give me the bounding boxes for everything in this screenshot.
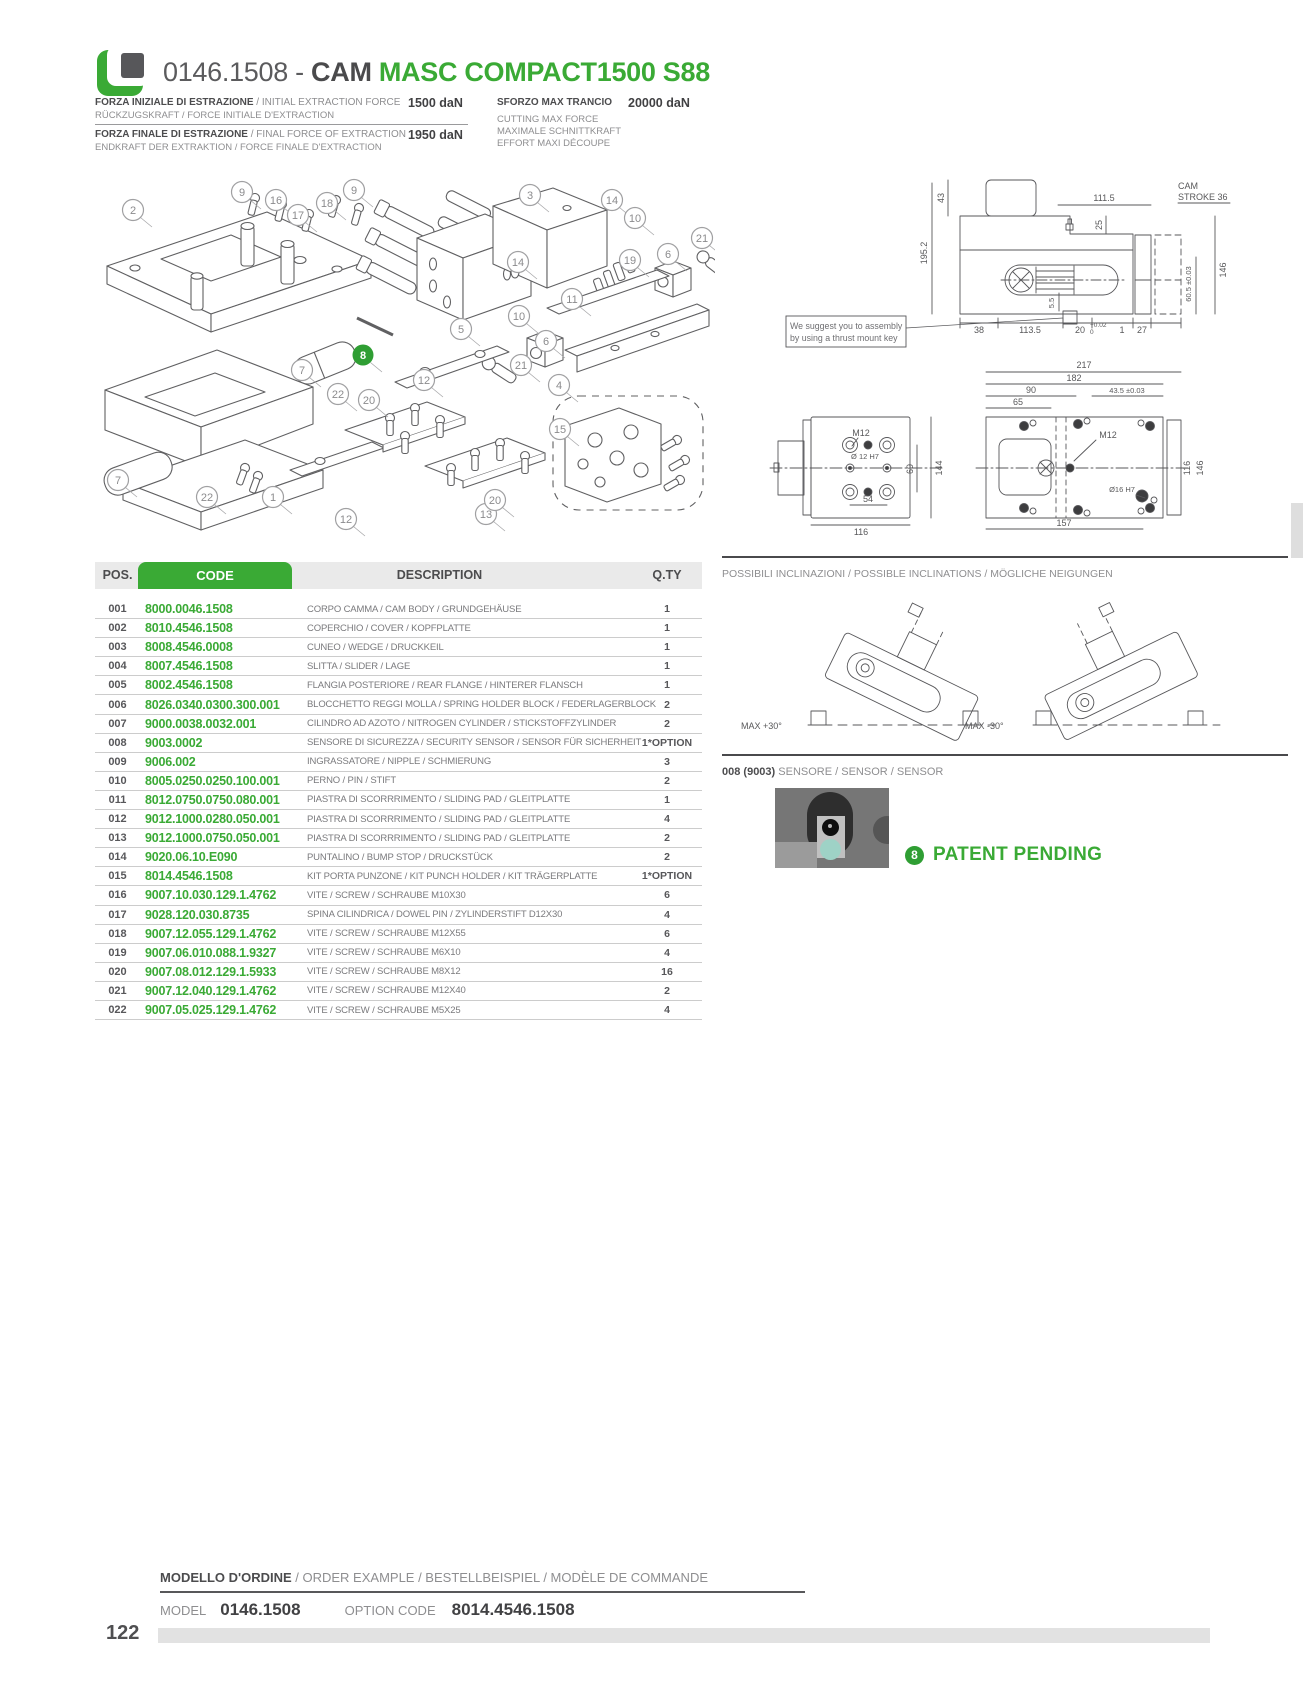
sensor-heading [722, 766, 943, 778]
table-row [95, 619, 702, 638]
callout-number: 11 [566, 293, 578, 306]
dim-217: 217 [1076, 360, 1092, 370]
exploded-parts-art [100, 188, 715, 530]
desc-cell: VITE / SCREW / SCHRAUBE M12X55 [307, 928, 466, 940]
callout-number: 19 [623, 254, 637, 267]
spec-divider [95, 124, 468, 125]
callout-number: 9 [238, 186, 246, 199]
pos-cell: 005 [108, 679, 127, 692]
inclinations-svg [733, 585, 1290, 750]
page-title [163, 57, 710, 88]
code-cell: 8026.0340.0300.300.001 [145, 697, 280, 712]
table-row [95, 715, 702, 734]
inclinations-diagrams [733, 585, 1290, 750]
side-view-drawing [932, 180, 1230, 328]
table-row [95, 638, 702, 657]
dim-cam-label: CAM [1178, 181, 1198, 191]
callout-number: 5 [457, 323, 465, 336]
dim-113-5: 113.5 [1019, 325, 1041, 335]
qty-cell: 6 [664, 889, 670, 902]
qty-cell: 1 [664, 793, 670, 806]
parts-table [95, 562, 702, 1022]
dim-157: 157 [1056, 518, 1072, 528]
callout-number: 10 [512, 310, 526, 323]
code-cell: 8002.4546.1508 [145, 678, 233, 693]
dim-144: 144 [934, 460, 944, 476]
spec-final-force-line1 [95, 129, 406, 140]
inclinations-divider [722, 556, 1288, 558]
table-row [95, 695, 702, 714]
spec-initial-force-rest: / INITIAL EXTRACTION FORCE [253, 97, 401, 108]
code-cell: 8012.0750.0750.080.001 [145, 792, 280, 807]
pos-cell: 012 [108, 813, 127, 826]
code-cell: 9007.12.055.129.1.4762 [145, 926, 277, 941]
pos-cell: 002 [108, 622, 127, 635]
qty-cell: 2 [664, 717, 670, 730]
dim-o16-h7: Ø16 H7 [1109, 485, 1135, 494]
spec-initial-force-line1 [95, 97, 400, 108]
title-name: MASC COMPACT1500 S88 [378, 57, 710, 87]
spec-initial-force-bold: FORZA INIZIALE DI ESTRAZIONE [95, 97, 254, 108]
code-cell: 8014.4546.1508 [145, 869, 233, 884]
table-row [95, 886, 702, 905]
order-example-bold: MODELLO D'ORDINE [160, 1570, 292, 1585]
qty-cell: 4 [664, 908, 670, 921]
table-row [95, 867, 702, 886]
table-row [95, 600, 702, 619]
code-cell: 9000.0038.0032.001 [145, 716, 257, 731]
qty-cell: 2 [664, 698, 670, 711]
exploded-view [95, 168, 715, 538]
table-row [95, 753, 702, 772]
spec-maxcut-value: 20000 daN [628, 96, 690, 110]
table-row [95, 791, 702, 810]
desc-cell: PIASTRA DI SCORRRIMENTO / SLIDING PAD / GLEITPLATTE [307, 813, 571, 825]
qty-cell: 1 [664, 603, 670, 616]
dim-27: 27 [1136, 325, 1148, 335]
qty-cell: 2 [664, 851, 670, 864]
callout-number: 14 [605, 194, 619, 207]
desc-cell: COPERCHIO / COVER / KOPFPLATTE [307, 622, 471, 634]
sensor-heading-label: SENSORE / SENSOR / SENSOR [775, 766, 944, 778]
pos-cell: 013 [108, 832, 127, 845]
callout-number: 14 [511, 256, 525, 269]
callout-number: 12 [417, 374, 431, 387]
table-row [95, 848, 702, 867]
patent-label: PATENT PENDING [933, 844, 1103, 865]
callout-4 [549, 375, 579, 403]
table-row [95, 1001, 702, 1020]
callout-patent-8 [353, 345, 383, 373]
callout-number: 10 [628, 212, 642, 225]
code-cell: 9007.12.040.129.1.4762 [145, 983, 277, 998]
spec-initial-force-value: 1500 daN [408, 96, 463, 110]
table-row [95, 925, 702, 944]
callout-10 [509, 306, 539, 334]
code-cell: 9007.08.012.129.1.5933 [145, 964, 277, 979]
sensor-photo-hole [873, 816, 889, 844]
desc-cell: PIASTRA DI SCORRRIMENTO / SLIDING PAD / GLEITPLATTE [307, 832, 571, 844]
description-header: DESCRIPTION [396, 568, 483, 582]
title-prefix: CAM [311, 57, 372, 87]
pos-cell: 007 [108, 717, 127, 730]
parts-table-header [95, 562, 702, 589]
spec-final-force-bold: FORZA FINALE DI ESTRAZIONE [95, 129, 248, 140]
dim-m12-top: M12 [1099, 430, 1117, 440]
spec-maxcut-fr: EFFORT MAXI DÉCOUPE [497, 138, 611, 149]
dim-43-5: 43.5 ±0.03 [1109, 386, 1145, 395]
pos-cell: 018 [108, 927, 127, 940]
qty-cell: 1*OPTION [641, 870, 693, 883]
dim-65: 65 [1012, 397, 1024, 407]
inclination-right-label: MAX -30° [965, 721, 1004, 731]
assembly-note-line2: by using a thrust mount key [790, 333, 898, 343]
inclination-right-drawing [1020, 585, 1220, 741]
callout-12 [336, 509, 366, 537]
dim-69: 69 [905, 463, 915, 475]
qty-cell: 2 [664, 984, 670, 997]
patent-badge: 8 [905, 846, 924, 865]
callout-number: 2 [129, 204, 137, 217]
spec-maxcut-bold: SFORZO MAX TRANCIO [497, 97, 612, 108]
qty-cell: 16 [661, 965, 673, 978]
desc-cell: CUNEO / WEDGE / DRUCKKEIL [307, 641, 444, 653]
qty-cell: 1 [664, 622, 670, 635]
code-cell: 9006.002 [145, 754, 196, 769]
desc-cell: VITE / SCREW / SCHRAUBE M6X10 [307, 947, 461, 959]
desc-cell: BLOCCHETTO REGGI MOLLA / SPRING HOLDER BLOCK / FEDERLAGERBLOCK [307, 699, 656, 711]
dim-116-top: 116 [1182, 460, 1192, 476]
table-row [95, 810, 702, 829]
code-cell: 8008.4546.0008 [145, 640, 233, 655]
desc-cell: PIASTRA DI SCORRRIMENTO / SLIDING PAD / GLEITPLATTE [307, 794, 571, 806]
dim-20-tol-up: +0.02 [1090, 322, 1107, 329]
callout-number: 20 [362, 394, 376, 407]
pos-cell: 001 [108, 603, 127, 616]
table-row [95, 829, 702, 848]
callout-number: 22 [200, 491, 214, 504]
model-code: 0146.1508 [163, 57, 288, 87]
table-row [95, 963, 702, 982]
code-cell: 8000.0046.1508 [145, 602, 233, 617]
pos-cell: 022 [108, 1004, 127, 1017]
code-cell: 9028.120.030.8735 [145, 907, 250, 922]
dim-111-5: 111.5 [1093, 193, 1115, 203]
code-cell: 9007.10.030.129.1.4762 [145, 888, 277, 903]
inclination-left-drawing [808, 585, 1003, 742]
callout-22 [328, 384, 358, 412]
callout-number: 8 [359, 349, 367, 362]
dim-90: 90 [1025, 385, 1037, 395]
desc-cell: INGRASSATORE / NIPPLE / SCHMIERUNG [307, 756, 492, 768]
desc-cell: SLITTA / SLIDER / LAGE [307, 660, 411, 672]
spec-maxcut-de: MAXIMALE SCHNITTKRAFT [497, 126, 622, 137]
dim-146-top: 146 [1195, 460, 1205, 476]
code-cell: 9020.06.10.E090 [145, 850, 238, 865]
code-header: CODE [196, 568, 234, 583]
assembly-note-line1: We suggest you to assembly [790, 321, 903, 331]
dim-cam-stroke: STROKE 36 [1178, 192, 1228, 202]
pos-cell: 021 [108, 984, 127, 997]
callout-number: 7 [298, 364, 306, 377]
pos-cell: 011 [108, 793, 127, 806]
desc-cell: FLANGIA POSTERIORE / REAR FLANGE / HINTERER FLANSCH [307, 679, 583, 691]
code-cell: 9007.05.025.129.1.4762 [145, 1003, 277, 1018]
order-example-line [160, 1600, 575, 1620]
pos-header: POS. [102, 568, 133, 582]
inclinations-heading: POSSIBILI INCLINAZIONI / POSSIBLE INCLINATIONS / MÖGLICHE NEIGUNGEN [722, 568, 1113, 580]
option-code-label: OPTION CODE [344, 1603, 436, 1618]
callout-number: 3 [526, 189, 534, 202]
dim-20-tol-dn: 0 [1090, 329, 1094, 336]
pos-cell: 010 [108, 774, 127, 787]
dimension-drawings-svg [718, 158, 1290, 538]
dim-195-2: 195.2 [919, 241, 929, 265]
callout-number: 21 [514, 359, 528, 372]
code-cell: 8005.0250.0250.100.001 [145, 773, 280, 788]
dim-60-5: 60.5 ±0.03 [1184, 266, 1193, 302]
dimension-drawings [718, 158, 1290, 538]
brand-logo-icon [95, 46, 149, 98]
spec-maxcut-en: CUTTING MAX FORCE [497, 114, 599, 125]
callout-number: 12 [339, 513, 353, 526]
desc-cell: VITE / SCREW / SCHRAUBE M8X12 [307, 966, 461, 978]
page-edge-tab [1291, 503, 1303, 558]
exploded-view-drawing [95, 168, 715, 538]
dim-182: 182 [1066, 373, 1082, 383]
code-cell: 9012.1000.0750.050.001 [145, 831, 280, 846]
spec-maxcut-title [497, 97, 612, 108]
code-cell: 9012.1000.0280.050.001 [145, 812, 280, 827]
dim-38: 38 [973, 325, 985, 335]
callout-number: 6 [664, 248, 672, 261]
dim-116-front: 116 [853, 527, 869, 537]
callout-number: 22 [331, 388, 345, 401]
order-example-heading [160, 1570, 708, 1585]
pos-cell: 003 [108, 641, 127, 654]
code-cell: 8010.4546.1508 [145, 621, 233, 636]
callout-number: 6 [542, 335, 550, 348]
inclination-left-label: MAX +30° [741, 721, 782, 731]
qty-cell: 1 [664, 641, 670, 654]
desc-cell: SPINA CILINDRICA / DOWEL PIN / ZYLINDERSTIFT D12X30 [307, 909, 563, 921]
footer-bar [158, 1628, 1210, 1643]
callout-10 [625, 208, 655, 236]
pos-cell: 014 [108, 851, 127, 864]
callout-number: 16 [269, 194, 283, 207]
spec-final-force-rest: / FINAL FORCE OF EXTRACTION [247, 129, 406, 140]
callout-number: 13 [479, 508, 493, 521]
code-cell: 9003.0002 [145, 735, 203, 750]
callout-number: 7 [114, 474, 122, 487]
qty-cell: 4 [664, 813, 670, 826]
callout-9 [344, 180, 374, 208]
table-row [95, 657, 702, 676]
page-number: 122 [106, 1622, 140, 1644]
table-row [95, 982, 702, 1001]
model-value: 0146.1508 [220, 1600, 301, 1619]
pos-cell: 016 [108, 889, 127, 902]
pos-cell: 006 [108, 698, 127, 711]
desc-cell: CORPO CAMMA / CAM BODY / GRUNDGEHÄUSE [307, 603, 522, 615]
code-cell: 8007.4546.1508 [145, 659, 233, 674]
qty-cell: 1 [664, 660, 670, 673]
option-code-value: 8014.4546.1508 [451, 1600, 575, 1619]
qty-cell: 3 [664, 755, 670, 768]
pos-cell: 015 [108, 870, 127, 883]
qty-cell: 1*OPTION [641, 736, 693, 749]
spec-final-force-value: 1950 daN [408, 128, 463, 142]
desc-cell: CILINDRO AD AZOTO / NITROGEN CYLINDER / STICKSTOFFZYLINDER [307, 718, 617, 730]
pos-cell: 017 [108, 908, 127, 921]
dim-1: 1 [1119, 325, 1125, 335]
pos-cell: 020 [108, 965, 127, 978]
qty-cell: 4 [664, 1004, 670, 1017]
dim-146-side: 146 [1218, 262, 1228, 278]
pos-cell: 009 [108, 755, 127, 768]
dim-54: 54 [862, 494, 874, 504]
footer-rule [160, 1591, 805, 1593]
sensor-photo-corner [775, 842, 817, 868]
callout-number: 15 [553, 423, 567, 436]
sensor-divider [722, 754, 1288, 756]
dim-m12-front: M12 [852, 428, 870, 438]
table-row [95, 944, 702, 963]
desc-cell: VITE / SCREW / SCHRAUBE M10X30 [307, 889, 466, 901]
callout-number: 18 [320, 197, 334, 210]
spec-initial-force-line2: RÜCKZUGSKRAFT / FORCE INITIALE D'EXTRACTION [95, 110, 335, 121]
callout-number: 20 [488, 494, 502, 507]
parts-table-body [95, 600, 702, 1020]
model-label: MODEL [160, 1603, 207, 1618]
desc-cell: VITE / SCREW / SCHRAUBE M12X40 [307, 985, 466, 997]
desc-cell: PUNTALINO / BUMP STOP / DRUCKSTÜCK [307, 851, 493, 863]
code-cell: 9007.06.010.088.1.9327 [145, 945, 277, 960]
dim-43: 43 [936, 192, 946, 204]
table-row [95, 906, 702, 925]
table-row [95, 676, 702, 695]
callout-number: 1 [269, 491, 277, 504]
sensor-led [820, 839, 841, 860]
qty-cell: 2 [664, 832, 670, 845]
order-example-rest: / ORDER EXAMPLE / BESTELLBEISPIEL / MODÈLE DE COMMANDE [291, 1570, 709, 1585]
sensor-lens-dot [828, 824, 832, 828]
title-dash: - [295, 57, 304, 87]
desc-cell: VITE / SCREW / SCHRAUBE M5X25 [307, 1004, 461, 1016]
top-view-drawing [976, 372, 1188, 529]
dim-o12-h7: Ø 12 H7 [851, 452, 879, 461]
pos-cell: 008 [108, 736, 127, 749]
callout-number: 4 [555, 379, 563, 392]
spec-final-force-line2: ENDKRAFT DER EXTRAKTION / FORCE FINALE D'EXTRACTION [95, 142, 382, 153]
qty-cell: 1 [664, 679, 670, 692]
sensor-heading-code: 008 (9003) [722, 766, 776, 778]
callout-20 [359, 390, 389, 418]
callout-5 [451, 319, 481, 347]
qty-cell: 6 [664, 927, 670, 940]
brand-logo [95, 46, 149, 98]
dim-5-5: 5.5 [1047, 297, 1056, 309]
callout-number: 21 [695, 232, 709, 245]
patent-pending [905, 844, 1102, 866]
callout-2 [123, 200, 153, 228]
qty-cell: 2 [664, 774, 670, 787]
sensor-photo [775, 788, 889, 868]
qty-cell: 4 [664, 946, 670, 959]
dim-20: 20 [1074, 325, 1086, 335]
desc-cell: KIT PORTA PUNZONE / KIT PUNCH HOLDER / KIT TRÄGERPLATTE [307, 870, 598, 882]
table-row [95, 772, 702, 791]
desc-cell: SENSORE DI SICUREZZA / SECURITY SENSOR / SENSOR FÜR SICHERHEIT [307, 737, 642, 749]
desc-cell: PERNO / PIN / STIFT [307, 775, 396, 787]
dim-25: 25 [1094, 219, 1104, 231]
qty-header: Q.TY [652, 568, 682, 582]
callout-number: 9 [350, 184, 358, 197]
callout-number: 17 [291, 209, 305, 222]
pos-cell: 019 [108, 946, 127, 959]
table-row [95, 734, 702, 753]
pos-cell: 004 [108, 660, 127, 673]
